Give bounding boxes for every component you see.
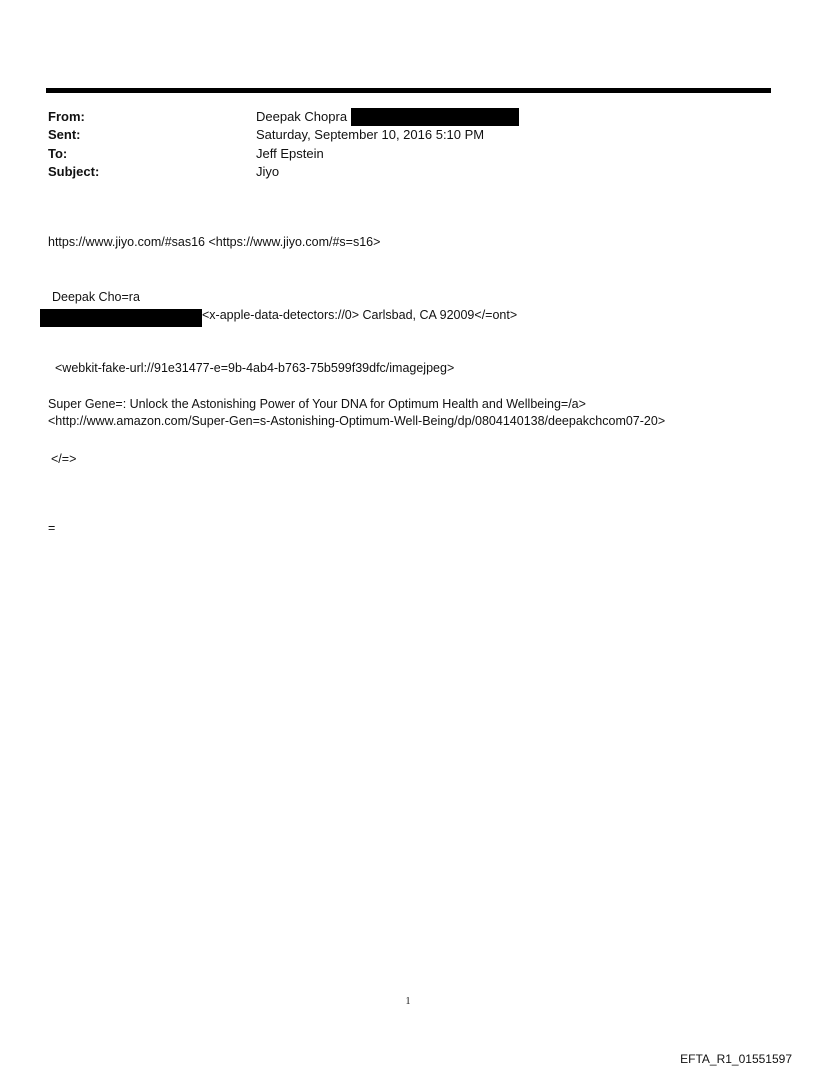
subject-label: Subject: — [48, 164, 100, 179]
sent-label: Sent: — [48, 127, 81, 142]
from-value-group — [256, 108, 519, 126]
book-title-line: Super Gene=: Unlock the Astonishing Power of Your DNA for Optimum Health and Wellbeing=/a> — [48, 397, 586, 411]
from-value: Deepak Chopra — [256, 109, 348, 124]
address-line: <x-apple-data-detectors://0> Carlsbad, CA 92009</=ont> — [202, 308, 518, 322]
header-rule — [46, 88, 771, 93]
page-number: 1 — [405, 996, 411, 1007]
redaction-bar-from — [351, 108, 519, 126]
bates-number: EFTA_R1_01551597 — [680, 1052, 792, 1066]
signature-name: Deepak Cho=ra — [52, 290, 140, 304]
redaction-bar-address — [40, 309, 202, 327]
sent-value: Saturday, September 10, 2016 5:10 PM — [256, 127, 485, 142]
book-url-line: <http://www.amazon.com/Super-Gen=s-Astonishing-Optimum-Well-Being/dp/0804140138/deepakchcom07-20> — [48, 414, 666, 428]
from-label: From: — [48, 109, 85, 124]
jiyo-link-line: https://www.jiyo.com/#sas16 <https://www.jiyo.com/#s=s16> — [48, 235, 381, 249]
closing-tag-line: </=> — [51, 452, 77, 466]
to-value: Jeff Epstein — [256, 146, 324, 161]
equals-line: = — [48, 521, 56, 535]
subject-value: Jiyo — [256, 164, 280, 179]
to-label: To: — [48, 146, 68, 161]
webkit-url-line: <webkit-fake-url://91e31477-e=9b-4ab4-b763-75b599f39dfc/imagejpeg> — [55, 361, 455, 375]
